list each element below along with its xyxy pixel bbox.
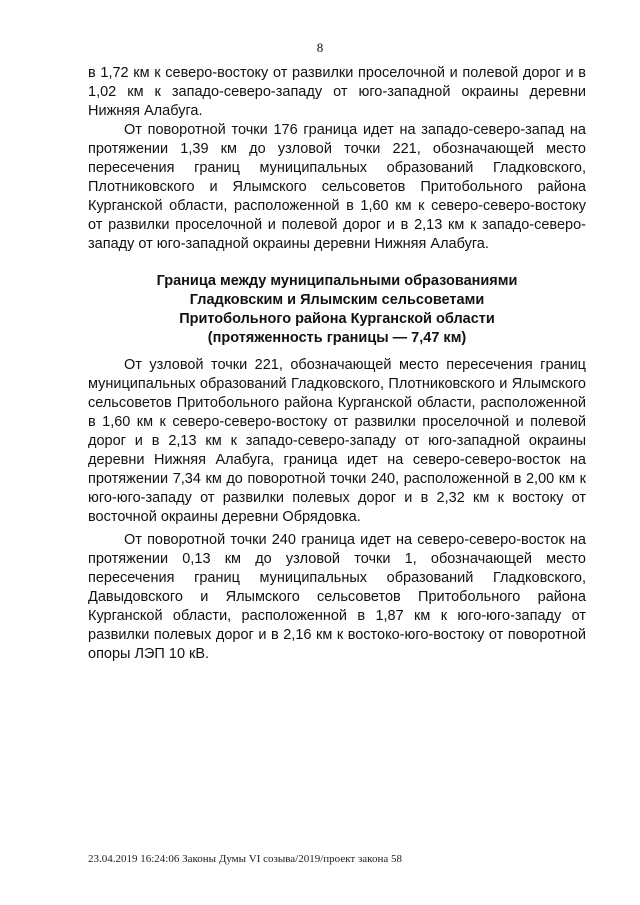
section-title-length: (протяженность границы — 7,47 км): [207, 330, 467, 346]
section-title-line: Притобольного района Курганской области: [179, 311, 495, 327]
paragraph-point-176: От поворотной точки 176 граница идет на западо-северо-запад на протяжении 1,39 км до узловой точки 221, обозначающей место пересечения границ муниципальных образований Гладковского, Плотниковского и Ялымского сельсоветов Притобольного района Курганской области, расположенной в 1,60 км к северо-северо-востоку от развилки проселочной и полевой дорог и в 2,13 км к западо-северо-западу от юго-западной окраины деревни Нижняя Алабуга.: [88, 122, 586, 252]
section-title: [88, 272, 586, 348]
section-title-line: Граница между муниципальными образованиями: [156, 273, 518, 289]
paragraph-continuation: в 1,72 км к северо-востоку от развилки проселочной и полевой дорог и в 1,02 км к западо-северо-западу от юго-западной окраины деревни Нижняя Алабуга.: [88, 65, 586, 119]
section-title-line: Гладковским и Ялымским сельсоветами: [189, 292, 485, 308]
paragraph-point-240: От поворотной точки 240 граница идет на северо-северо-восток на протяжении 0,13 км до узловой точки 1, обозначающей место пересечения границ муниципальных образований Гладковского, Давыдовского и Ялымского сельсоветов Притобольного района Курганской области, расположенной в 1,87 км к юго-юго-западу от развилки полевых дорог и в 2,16 км к востоко-юго-востоку от поворотной опоры ЛЭП 10 кВ.: [88, 532, 586, 662]
footer-stamp: 23.04.2019 16:24:06 Законы Думы VI созыва/2019/проект закона 58: [88, 853, 402, 865]
page-number: 8: [316, 40, 324, 55]
paragraph-point-221: От узловой точки 221, обозначающей место пересечения границ муниципальных образований Гладковского, Плотниковского и Ялымского сельсоветов Притобольного района Курганской области, расположенной в 1,60 км к северо-северо-востоку от развилки проселочной и полевой дорог и в 2,13 км к западо-северо-западу от юго-западной окраины деревни Нижняя Алабуга, граница идет на северо-северо-восток на протяжении 7,34 км до поворотной точки 240, расположенной в 2,00 км к юго-юго-западу от развилки полевых дорог и в 2,32 км к востоку от восточной окраины деревни Обрядовка.: [88, 357, 586, 525]
